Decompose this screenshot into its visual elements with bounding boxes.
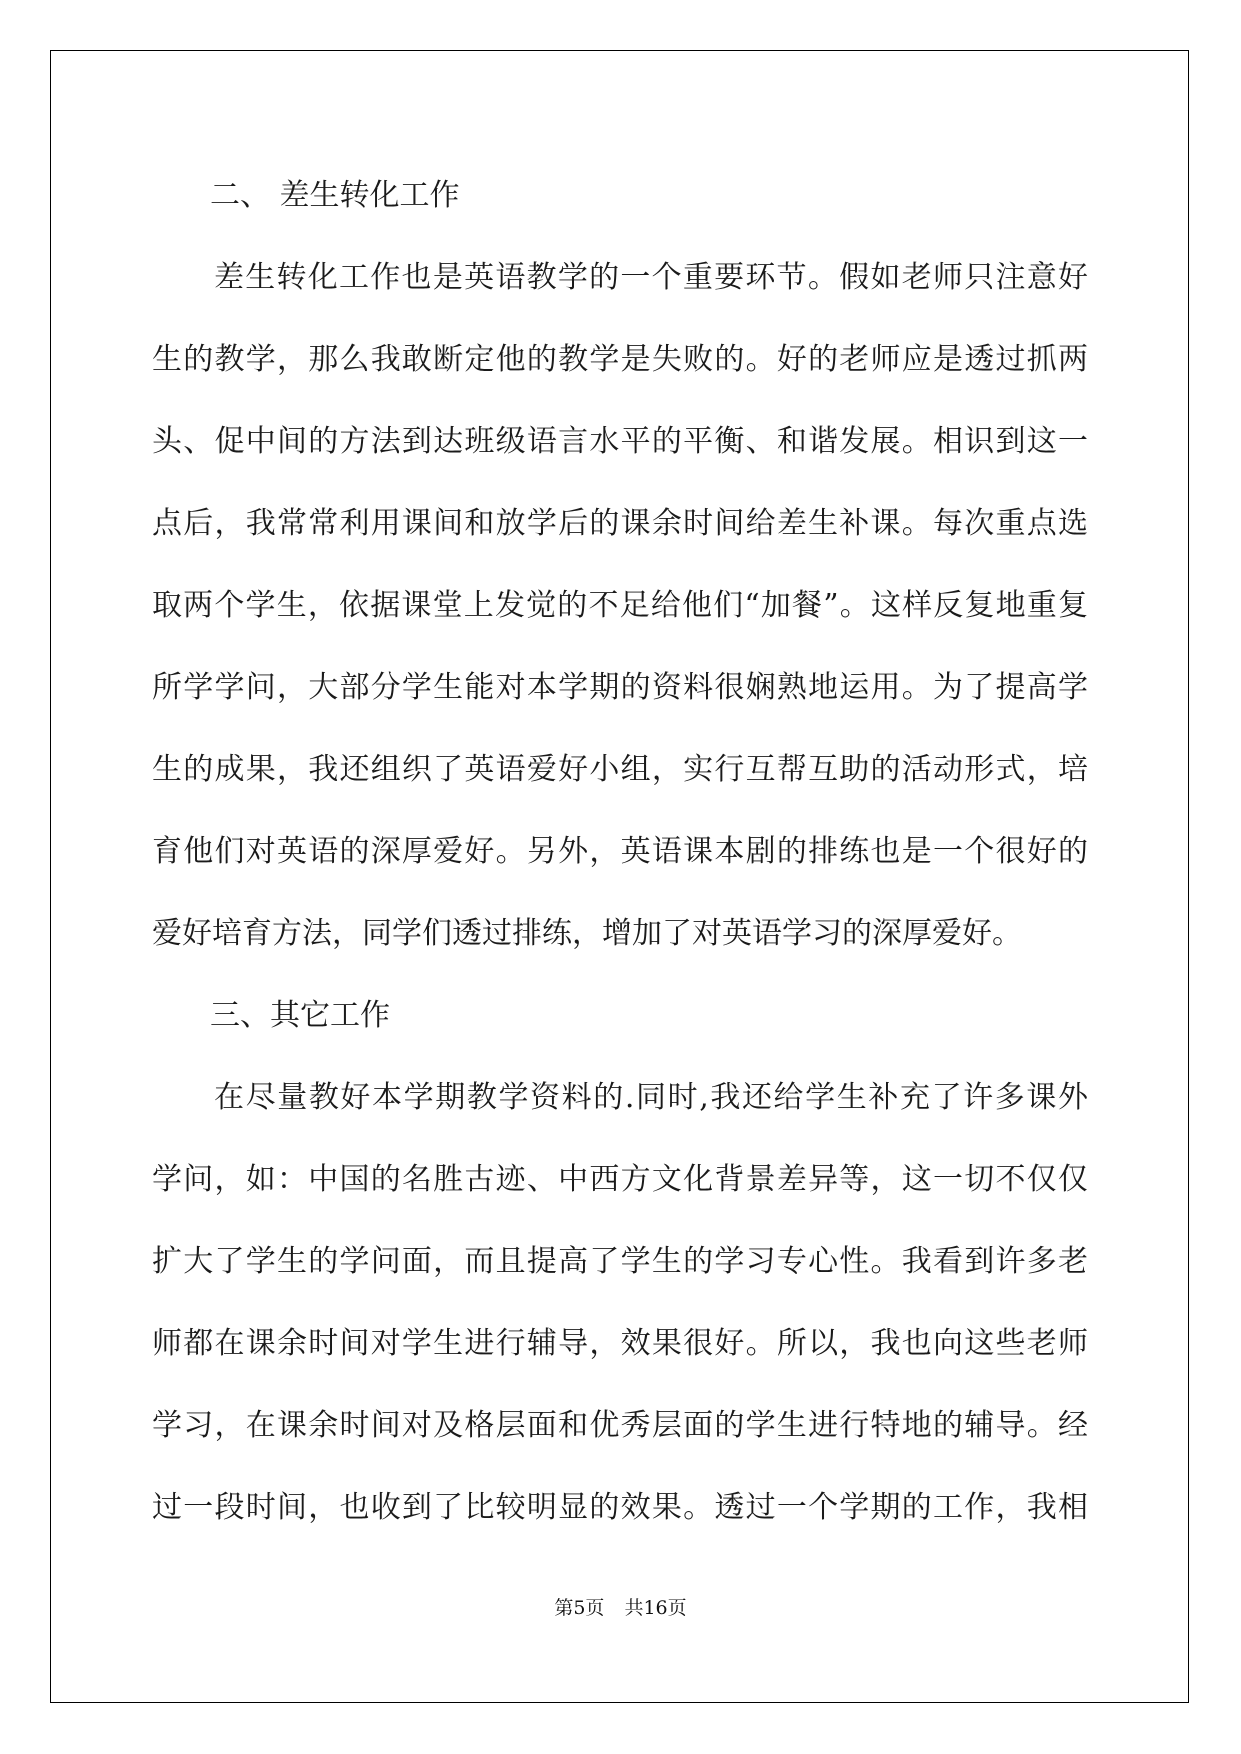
paragraph-line: 师都在课余时间对学生进行辅导，效果很好。所以，我也向这些老师	[152, 1326, 1088, 1361]
paragraph-line: 学习，在课余时间对及格层面和优秀层面的学生进行特地的辅导。经	[152, 1408, 1088, 1443]
document-body	[152, 155, 1088, 1549]
paragraph-line: 取两个学生，依据课堂上发觉的不足给他们“加餐”。这样反复地重复	[152, 588, 1088, 623]
paragraph-line: 差生转化工作也是英语教学的一个重要环节。假如老师只注意好	[214, 260, 1088, 295]
paragraph-line: 学问，如：中国的名胜古迹、中西方文化背景差异等，这一切不仅仅	[152, 1162, 1088, 1197]
paragraph-line: 育他们对英语的深厚爱好。另外，英语课本剧的排练也是一个很好的	[152, 834, 1088, 869]
paragraph-line: 头、促中间的方法到达班级语言水平的平衡、和谐发展。相识到这一	[152, 424, 1088, 459]
paragraph-line: 所学学问，大部分学生能对本学期的资料很娴熟地运用。为了提高学	[152, 670, 1088, 705]
paragraph-line: 爱好培育方法，同学们透过排练，增加了对英语学习的深厚爱好。	[152, 916, 1022, 951]
page-number: 第5页	[554, 1597, 605, 1619]
paragraph-line: 点后，我常常利用课间和放学后的课余时间给差生补课。每次重点选	[152, 506, 1088, 541]
section-heading-3: 三、其它工作	[210, 998, 390, 1033]
paragraph-line: 在尽量教好本学期教学资料的.同时,我还给学生补充了许多课外	[214, 1080, 1088, 1115]
paragraph-line: 过一段时间，也收到了比较明显的效果。透过一个学期的工作，我相	[152, 1490, 1088, 1525]
page-footer	[0, 1593, 1241, 1620]
paragraph-line: 生的教学，那么我敢断定他的教学是失败的。好的老师应是透过抓两	[152, 342, 1088, 377]
page-total: 共16页	[624, 1597, 687, 1619]
paragraph-line: 扩大了学生的学问面，而且提高了学生的学习专心性。我看到许多老	[152, 1244, 1088, 1279]
paragraph-line: 生的成果，我还组织了英语爱好小组，实行互帮互助的活动形式，培	[152, 752, 1088, 787]
section-heading-2: 二、 差生转化工作	[210, 178, 460, 213]
